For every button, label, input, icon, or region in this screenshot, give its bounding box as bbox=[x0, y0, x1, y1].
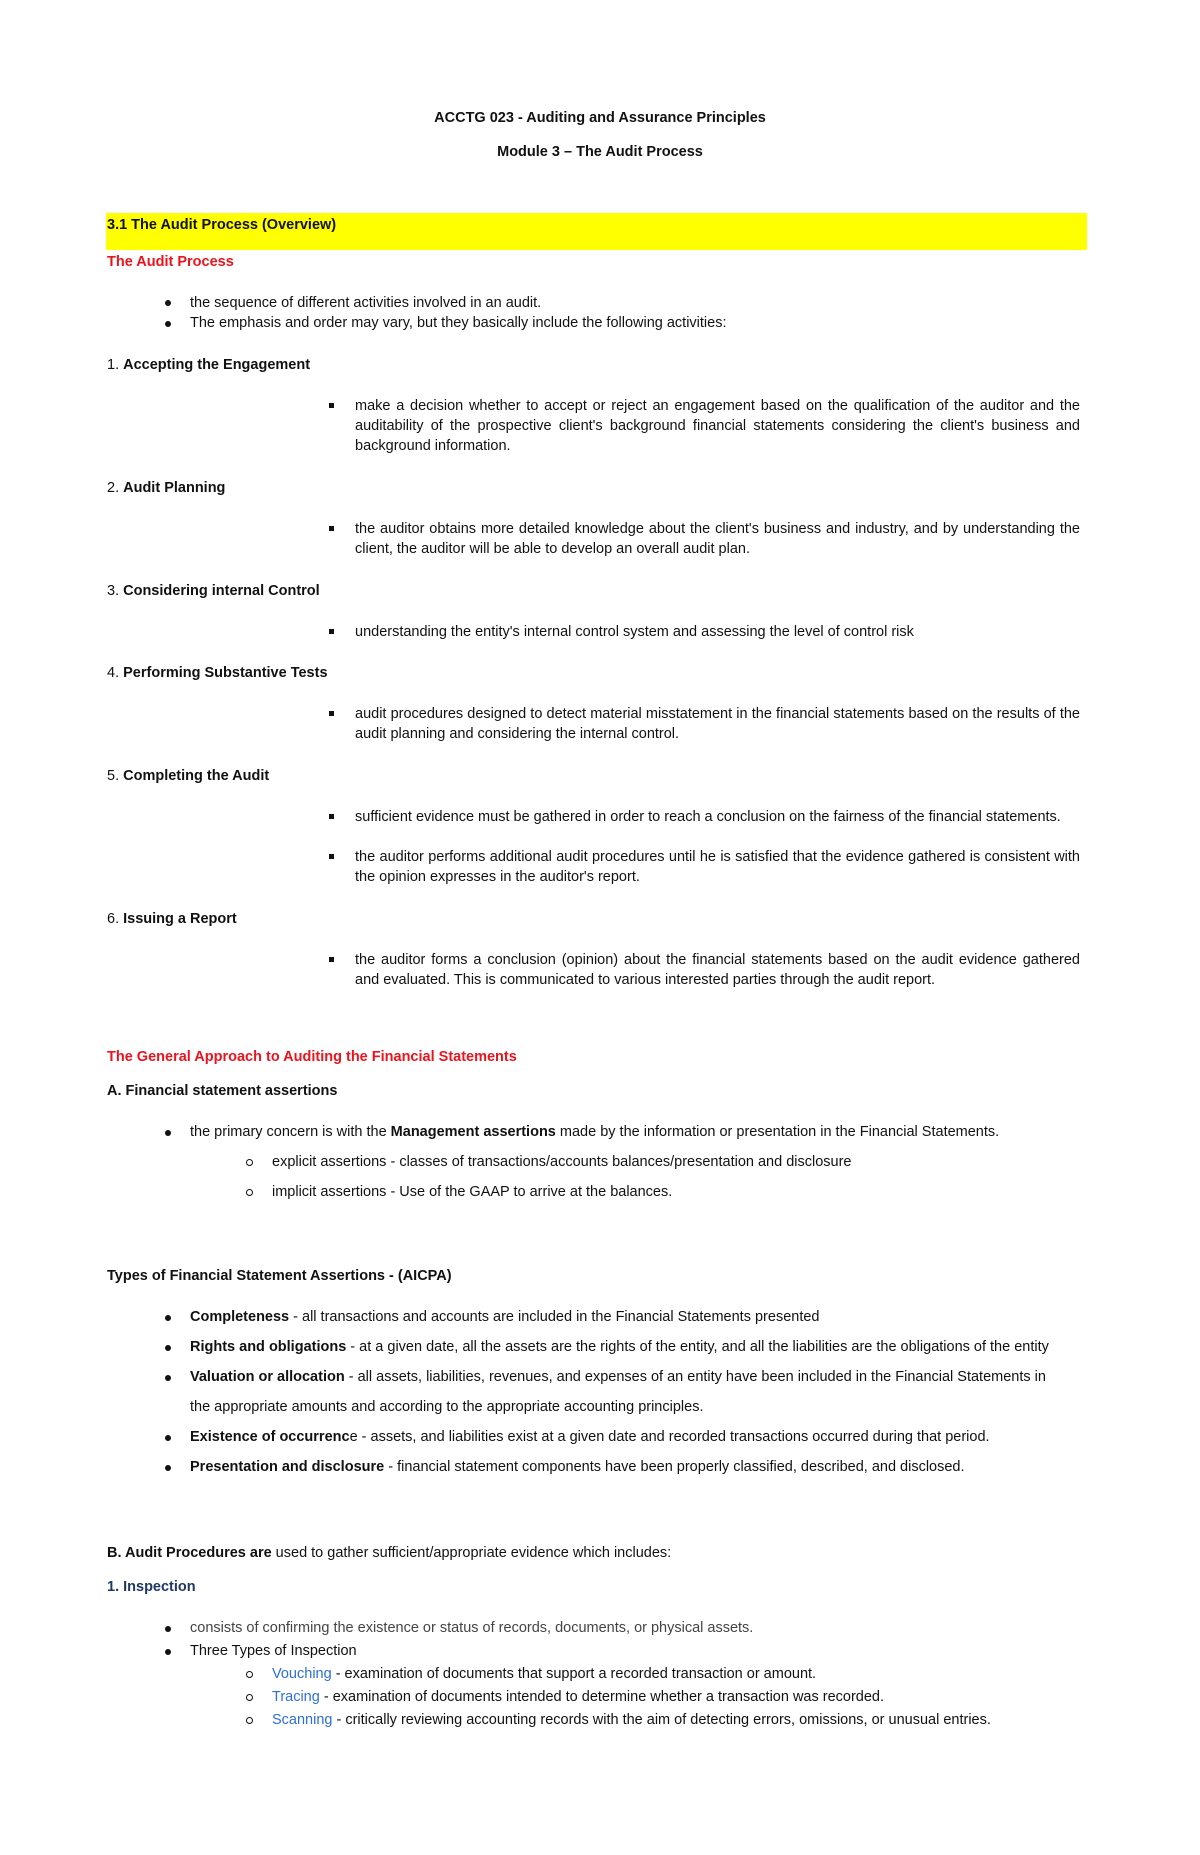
inspection-type: Scanning - critically reviewing accounting records with the aim of detecting errors, omissions, or unusual entries. bbox=[272, 1712, 991, 1728]
assertion-item-continued: the appropriate amounts and according to the appropriate accounting principles. bbox=[190, 1399, 704, 1415]
procedures-heading: B. Audit Procedures are used to gather sufficient/appropriate evidence which includes: bbox=[107, 1545, 672, 1561]
bullet-icon bbox=[165, 1345, 171, 1351]
circle-bullet-icon bbox=[246, 1717, 253, 1724]
course-title: ACCTG 023 - Auditing and Assurance Principles bbox=[434, 110, 766, 126]
circle-bullet-icon bbox=[246, 1189, 253, 1196]
step-heading: 3. Considering internal Control bbox=[107, 583, 320, 599]
step-description: the auditor forms a conclusion (opinion) about the financial statements based on the audit evidence gathered and evaluated. This is communicated to various interested parties through the audit report. bbox=[355, 952, 1080, 988]
assertion-item: Presentation and disclosure - financial statement components have been properly classified, described, and disclosed. bbox=[190, 1459, 965, 1475]
list-item: The emphasis and order may vary, but they basically include the following activities: bbox=[190, 315, 727, 331]
bullet-icon bbox=[165, 1315, 171, 1321]
inspection-type: Vouching - examination of documents that support a recorded transaction or amount. bbox=[272, 1666, 817, 1682]
bullet-icon bbox=[165, 1435, 171, 1441]
bullet-icon bbox=[165, 1130, 171, 1136]
inspection-title: 1. Inspection bbox=[107, 1579, 196, 1595]
square-bullet-icon bbox=[329, 403, 334, 408]
list-item: consists of confirming the existence or status of records, documents, or physical assets. bbox=[190, 1620, 754, 1636]
sub-list-item: implicit assertions - Use of the GAAP to arrive at the balances. bbox=[272, 1184, 673, 1200]
list-item: the primary concern is with the Management assertions made by the information or presentation in the Financial Statements. bbox=[190, 1124, 1000, 1140]
step-heading: 2. Audit Planning bbox=[107, 480, 226, 496]
bullet-icon bbox=[165, 1649, 171, 1655]
square-bullet-icon bbox=[329, 711, 334, 716]
bullet-icon bbox=[165, 300, 171, 306]
module-title: Module 3 – The Audit Process bbox=[497, 144, 703, 160]
step-description: understanding the entity's internal control system and assessing the level of control risk bbox=[355, 624, 914, 640]
bullet-icon bbox=[165, 321, 171, 327]
circle-bullet-icon bbox=[246, 1159, 253, 1166]
square-bullet-icon bbox=[329, 854, 334, 859]
bullet-icon bbox=[165, 1626, 171, 1632]
assertion-item: Completeness - all transactions and accounts are included in the Financial Statements presented bbox=[190, 1309, 820, 1325]
step-description: the auditor performs additional audit procedures until he is satisfied that the evidence gathered is consistent with the opinion expresses in the auditor's report. bbox=[355, 849, 1080, 885]
square-bullet-icon bbox=[329, 957, 334, 962]
step-description: make a decision whether to accept or reject an engagement based on the qualification of the auditor and the auditability of the prospective client's background financial statements considering the client's business and background information. bbox=[355, 398, 1080, 454]
square-bullet-icon bbox=[329, 526, 334, 531]
assertion-item: Existence of occurrence - assets, and liabilities exist at a given date and recorded transactions occurred during that period. bbox=[190, 1429, 990, 1445]
circle-bullet-icon bbox=[246, 1671, 253, 1678]
step-description: audit procedures designed to detect material misstatement in the financial statements based on the results of the audit planning and considering the internal control. bbox=[355, 706, 1080, 742]
assertions-heading: A. Financial statement assertions bbox=[107, 1083, 338, 1099]
step-heading: 5. Completing the Audit bbox=[107, 768, 270, 784]
circle-bullet-icon bbox=[246, 1694, 253, 1701]
bullet-icon bbox=[165, 1375, 171, 1381]
section-title: 3.1 The Audit Process (Overview) bbox=[107, 217, 337, 233]
list-item: Three Types of Inspection bbox=[190, 1643, 357, 1659]
inspection-type: Tracing - examination of documents intended to determine whether a transaction was recorded. bbox=[272, 1689, 885, 1705]
assertion-item: Valuation or allocation - all assets, liabilities, revenues, and expenses of an entity have been included in the Financial Statements in bbox=[190, 1369, 1046, 1385]
step-heading: 4. Performing Substantive Tests bbox=[107, 665, 328, 681]
step-heading: 6. Issuing a Report bbox=[107, 911, 237, 927]
general-approach-title: The General Approach to Auditing the Financial Statements bbox=[107, 1049, 517, 1065]
sub-list-item: explicit assertions - classes of transactions/accounts balances/presentation and disclosure bbox=[272, 1154, 852, 1170]
assertion-types-heading: Types of Financial Statement Assertions - (AICPA) bbox=[107, 1268, 452, 1284]
list-item: the sequence of different activities involved in an audit. bbox=[190, 295, 542, 311]
step-description: sufficient evidence must be gathered in order to reach a conclusion on the fairness of the financial statements. bbox=[355, 809, 1061, 825]
square-bullet-icon bbox=[329, 814, 334, 819]
assertion-item: Rights and obligations - at a given date, all the assets are the rights of the entity, and all the liabilities are the obligations of the entity bbox=[190, 1339, 1049, 1355]
bullet-icon bbox=[165, 1465, 171, 1471]
step-heading: 1. Accepting the Engagement bbox=[107, 357, 311, 373]
section-subtitle: The Audit Process bbox=[107, 254, 234, 270]
step-description: the auditor obtains more detailed knowledge about the client's business and industry, and by understanding the client, the auditor will be able to develop an overall audit plan. bbox=[355, 521, 1080, 557]
square-bullet-icon bbox=[329, 629, 334, 634]
